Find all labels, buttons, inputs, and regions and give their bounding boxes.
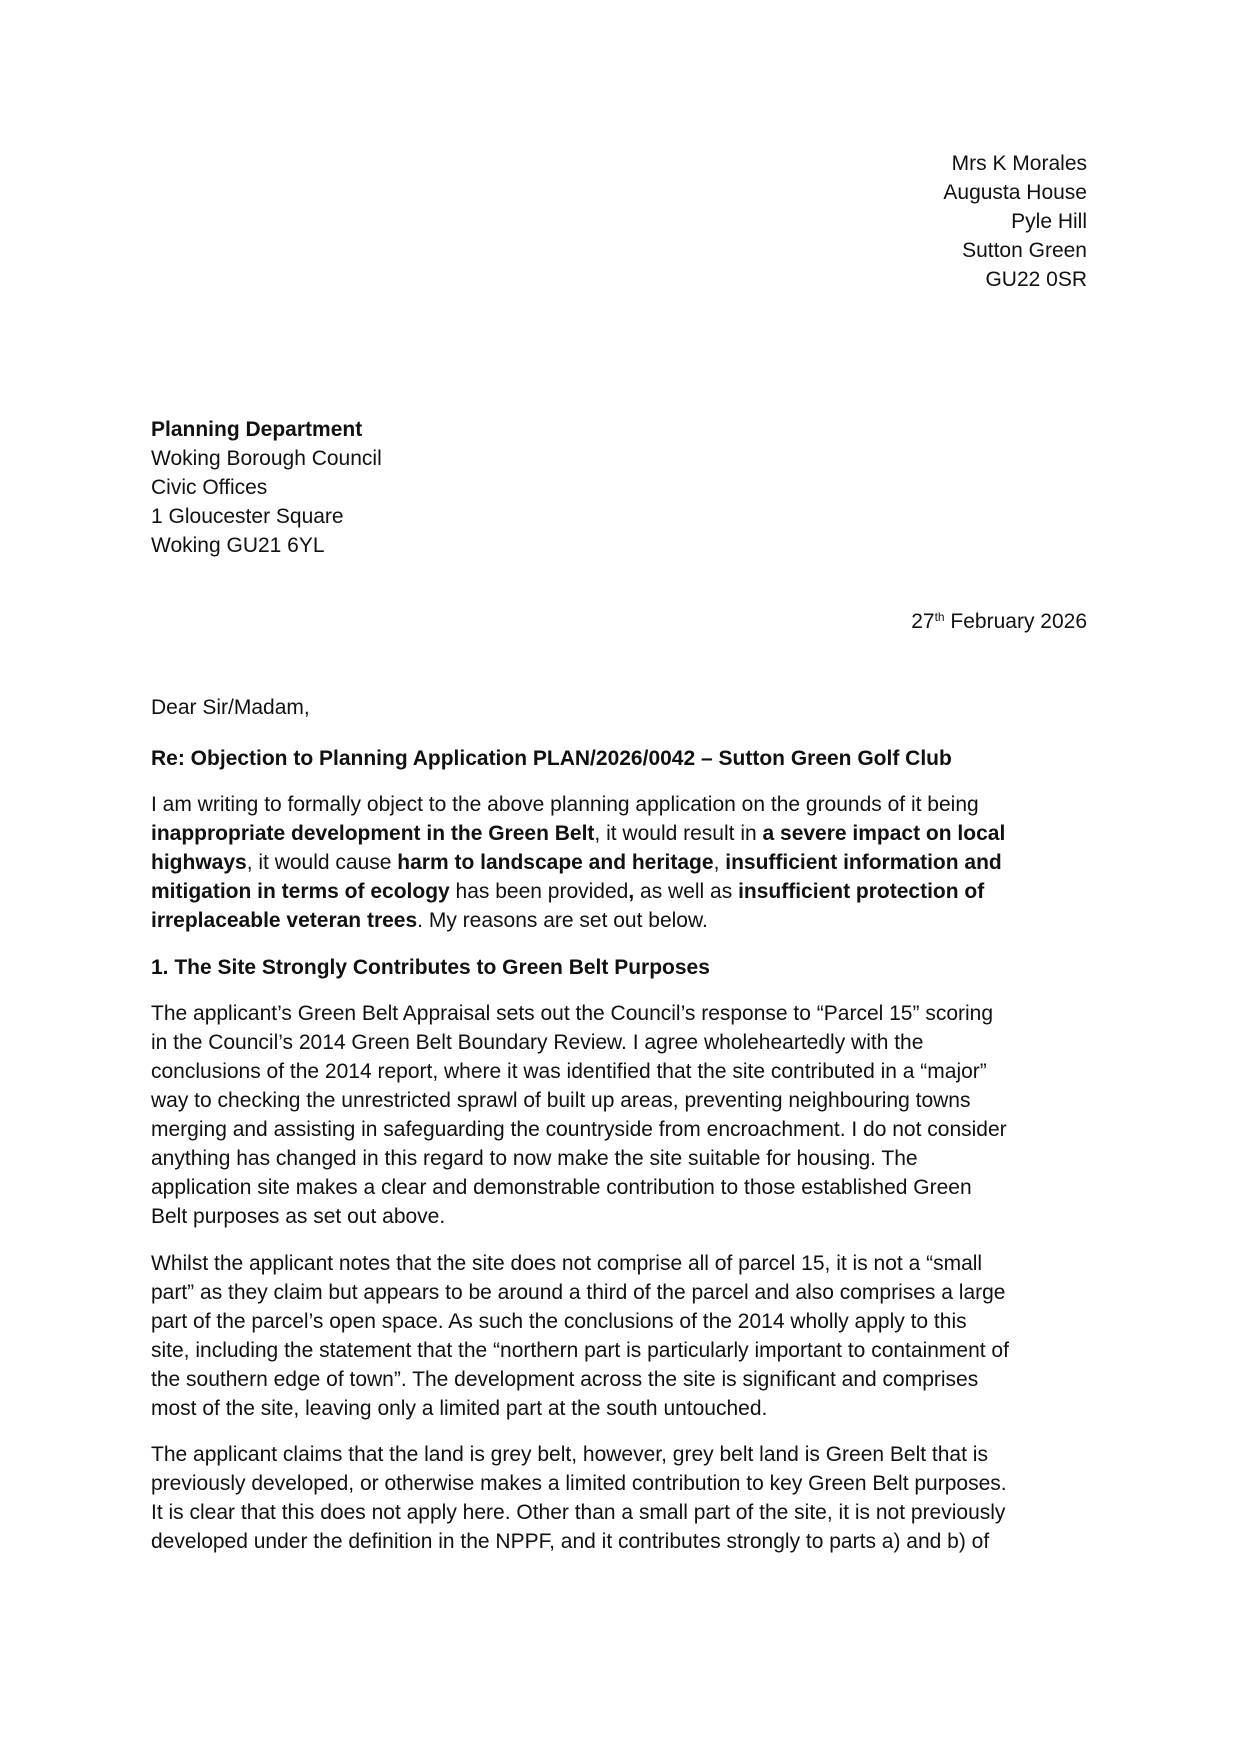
text-run: as well as bbox=[634, 880, 739, 903]
recipient-heading: Planning Department bbox=[151, 418, 363, 441]
text-run: , bbox=[713, 851, 726, 874]
paragraph-2 bbox=[151, 999, 1101, 1231]
text-run: , it would cause bbox=[246, 851, 398, 874]
bold-text: , bbox=[628, 880, 635, 903]
text-line bbox=[151, 1115, 1101, 1144]
text-line bbox=[151, 1202, 1101, 1231]
text-run: most of the site, leaving only a limited part at the south untouched. bbox=[151, 1397, 768, 1420]
text-run: part” as they claim but appears to be around a third of the parcel and also comprises a large bbox=[151, 1281, 1006, 1304]
text-line bbox=[151, 1057, 1101, 1086]
text-line bbox=[151, 1394, 1101, 1423]
text-line bbox=[151, 1440, 1101, 1469]
text-run: the southern edge of town”. The development across the site is significant and comprises bbox=[151, 1368, 979, 1391]
text-run: Whilst the applicant notes that the site does not comprise all of parcel 15, it is not a “small bbox=[151, 1252, 983, 1275]
text-run: has been provided bbox=[449, 880, 629, 903]
text-run: . My reasons are set out below. bbox=[417, 909, 708, 932]
text-run: way to checking the unrestricted sprawl of built up areas, preventing neighbouring towns bbox=[151, 1089, 971, 1112]
text-run: , it would result in bbox=[594, 822, 763, 845]
date-day: 27 bbox=[911, 610, 935, 633]
text-run: part of the parcel’s open space. As such the conclusions of the 2014 wholly apply to this bbox=[151, 1310, 967, 1333]
text-line bbox=[151, 1307, 1101, 1336]
text-run: The applicant claims that the land is grey belt, however, grey belt land is Green Belt that is bbox=[151, 1443, 988, 1466]
intro-paragraph bbox=[151, 790, 1101, 935]
text-run: site, including the statement that the “northern part is particularly important to containment of bbox=[151, 1339, 1009, 1362]
salutation: Dear Sir/Madam, bbox=[151, 696, 310, 719]
recipient-line: 1 Gloucester Square bbox=[151, 505, 344, 528]
paragraph-3 bbox=[151, 1249, 1101, 1423]
bold-text: mitigation in terms of ecology bbox=[151, 880, 450, 903]
text-line bbox=[151, 1144, 1101, 1173]
text-line bbox=[151, 819, 1101, 848]
sender-address bbox=[137, 149, 1087, 294]
bold-text: insufficient protection of bbox=[738, 880, 985, 903]
text-line bbox=[151, 1365, 1101, 1394]
bold-text: highways bbox=[151, 851, 247, 874]
text-run: I am writing to formally object to the above planning application on the grounds of it being bbox=[151, 793, 979, 816]
text-line bbox=[151, 1336, 1101, 1365]
text-run: previously developed, or otherwise makes a limited contribution to key Green Belt purposes. bbox=[151, 1472, 1007, 1495]
letter-date bbox=[137, 607, 1087, 636]
text-run: developed under the definition in the NPPF, and it contributes strongly to parts a) and b) of bbox=[151, 1530, 990, 1553]
text-line bbox=[151, 848, 1101, 877]
subject-line: Re: Objection to Planning Application PLAN/2026/0042 – Sutton Green Golf Club bbox=[151, 747, 952, 770]
text-line bbox=[151, 1086, 1101, 1115]
text-run: anything has changed in this regard to now make the site suitable for housing. The bbox=[151, 1147, 918, 1170]
text-line bbox=[151, 1173, 1101, 1202]
text-line bbox=[151, 1028, 1101, 1057]
sender-road: Pyle Hill bbox=[1011, 210, 1087, 233]
recipient-line: Woking GU21 6YL bbox=[151, 534, 325, 557]
bold-text: insufficient information and bbox=[725, 851, 1002, 874]
bold-text: inappropriate development in the Green Belt bbox=[151, 822, 595, 845]
text-run: application site makes a clear and demonstrable contribution to those established Green bbox=[151, 1176, 972, 1199]
text-line bbox=[151, 906, 1101, 935]
recipient-address bbox=[151, 415, 1101, 560]
text-run: conclusions of the 2014 report, where it was identified that the site contributed in a “major” bbox=[151, 1060, 987, 1083]
bold-text: irreplaceable veteran trees bbox=[151, 909, 418, 932]
sender-name: Mrs K Morales bbox=[951, 152, 1087, 175]
recipient-line: Woking Borough Council bbox=[151, 447, 382, 470]
section-1-heading: 1. The Site Strongly Contributes to Green Belt Purposes bbox=[151, 956, 710, 979]
text-line bbox=[151, 1249, 1101, 1278]
text-line bbox=[151, 999, 1101, 1028]
recipient-line: Civic Offices bbox=[151, 476, 268, 499]
sender-village: Sutton Green bbox=[962, 239, 1087, 262]
text-line bbox=[151, 1469, 1101, 1498]
text-run: Belt purposes as set out above. bbox=[151, 1205, 446, 1228]
text-run: in the Council’s 2014 Green Belt Boundary Review. I agree wholeheartedly with the bbox=[151, 1031, 924, 1054]
bold-text: a severe impact on local bbox=[762, 822, 1006, 845]
text-run: It is clear that this does not apply here. Other than a small part of the site, it is not previously bbox=[151, 1501, 1006, 1524]
text-line bbox=[151, 790, 1101, 819]
paragraph-4 bbox=[151, 1440, 1101, 1556]
text-run: merging and assisting in safeguarding the countryside from encroachment. I do not consider bbox=[151, 1118, 1007, 1141]
text-line bbox=[151, 1498, 1101, 1527]
date-suffix: th bbox=[934, 610, 945, 624]
sender-postcode: GU22 0SR bbox=[985, 268, 1087, 291]
text-line bbox=[151, 1278, 1101, 1307]
text-line bbox=[151, 877, 1101, 906]
date-month-year: February 2026 bbox=[944, 610, 1087, 633]
sender-house: Augusta House bbox=[943, 181, 1087, 204]
text-run: The applicant’s Green Belt Appraisal sets out the Council’s response to “Parcel 15” scoring bbox=[151, 1002, 994, 1025]
bold-text: harm to landscape and heritage bbox=[397, 851, 714, 874]
text-line bbox=[151, 1527, 1101, 1556]
